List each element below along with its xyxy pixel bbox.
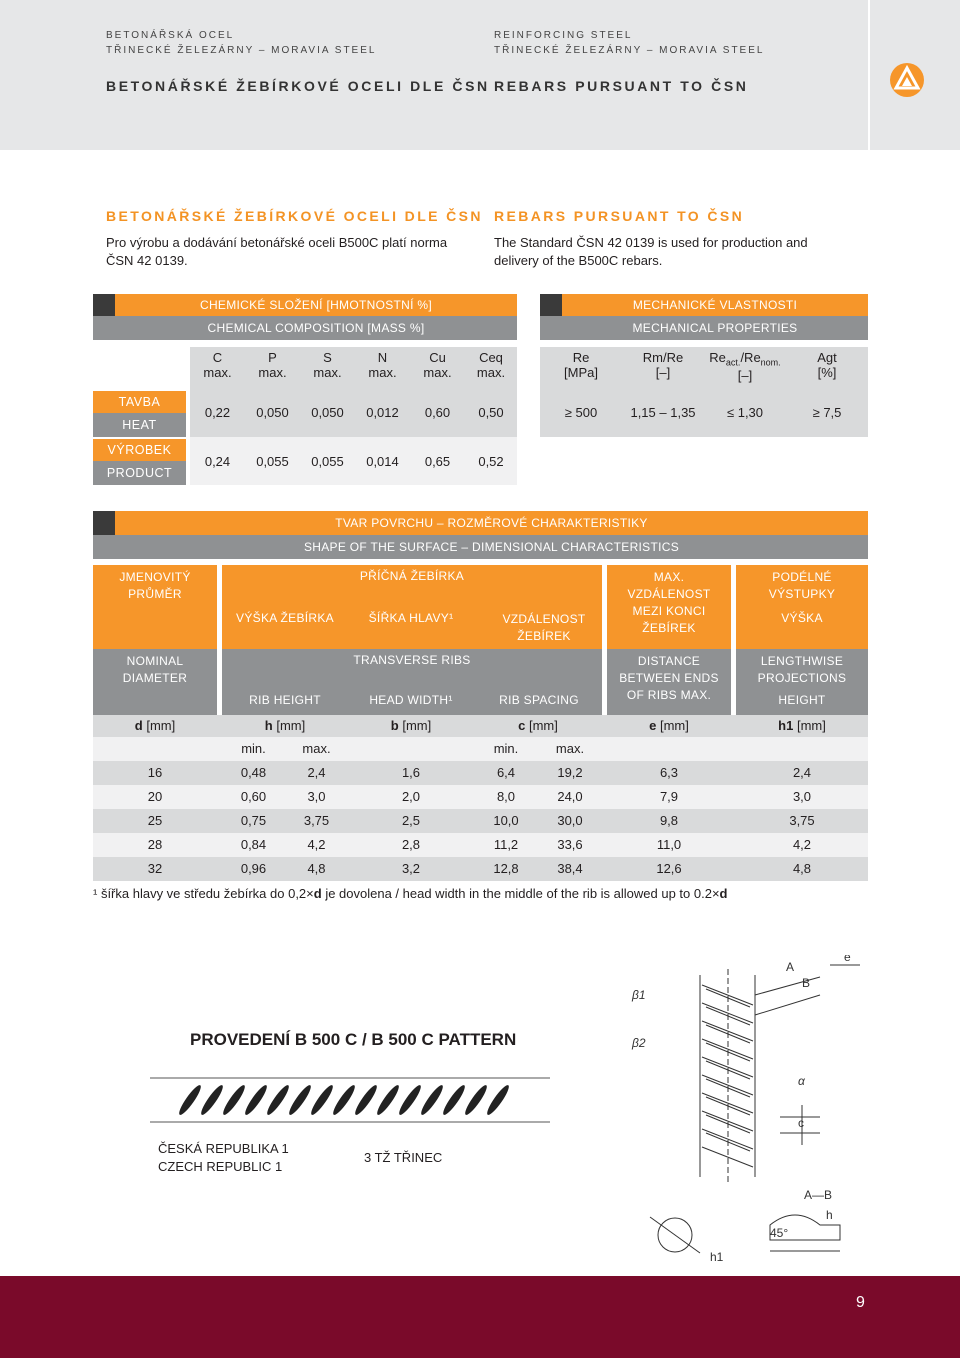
company-logo-icon (889, 62, 925, 98)
table-cell: 4,8 (307, 861, 326, 876)
mech-cell: ≥ 7,5 (812, 405, 842, 420)
chem-cell: 0,050 (311, 405, 344, 420)
table-cell: 19,2 (557, 765, 583, 780)
chem-col-label: Cu (429, 350, 446, 365)
c-min: min. (493, 741, 519, 756)
chem-cell: 0,012 (366, 405, 399, 420)
chem-cell: 0,24 (204, 454, 231, 469)
table-cell: 3,0 (307, 789, 326, 804)
mech-col-unit: [–] (737, 367, 753, 383)
table-cell: 0,84 (240, 837, 267, 852)
table-cell: 0,48 (240, 765, 267, 780)
table-cell: 3,75 (789, 813, 815, 828)
transverse-en: TRANSVERSE RIBS (353, 653, 471, 667)
unit-h-u: [mm] (276, 718, 306, 733)
drawing-label-beta2: β2 (632, 1036, 646, 1050)
mech-col-rmre (622, 350, 704, 380)
table-cell: 20 (147, 789, 163, 804)
table-cell: 2,0 (401, 789, 421, 804)
mech-title-marker (540, 294, 562, 316)
unit-d-sym: d (134, 718, 143, 733)
row-heat-cz: TAVBA (93, 391, 186, 413)
header-band (0, 0, 960, 150)
chem-title-en: CHEMICAL COMPOSITION [MASS %] (115, 316, 517, 340)
mech-col-label: Rm/Re (642, 350, 684, 365)
c-max: max. (555, 741, 585, 756)
unit-e (607, 718, 731, 733)
head-width-cz: ŠÍŘKA HLAVY¹ (368, 611, 454, 625)
mech-col-label: Re (572, 350, 590, 365)
table-cell: 7,9 (659, 789, 679, 804)
mech-title-cz: MECHANICKÉ VLASTNOSTI (562, 294, 868, 316)
long-en-height: HEIGHT (778, 693, 826, 707)
rebar-pattern-drawing (150, 1060, 550, 1140)
h-max: max. (302, 741, 331, 756)
table-cell: 38,4 (557, 861, 583, 876)
drawing-label-ab: A—B (804, 1188, 833, 1202)
table-cell: 33,6 (557, 837, 583, 852)
unit-h1 (736, 718, 868, 733)
long-en: LENGTHWISE PROJECTIONS (757, 654, 847, 685)
intro-cz-title: BETONÁŘSKÉ ŽEBÍRKOVÉ OCELI DLE ČSN (106, 208, 483, 224)
nominal-en: NOMINAL DIAMETER (93, 649, 217, 715)
footnote-pre: ¹ šířka hlavy ve středu žebírka do 0,2× (93, 886, 314, 901)
table-cell: 6,4 (496, 765, 516, 780)
rib-height-en: RIB HEIGHT (249, 693, 321, 707)
long-cz: PODÉLNÉ VÝSTUPKY (768, 570, 836, 601)
mech-col-label: Agt (817, 350, 837, 365)
re-label: Re (709, 350, 726, 365)
table-cell: 3,75 (303, 813, 330, 828)
header-left-line2: TŘINECKÉ ŽELEZÁRNY – MORAVIA STEEL (106, 45, 377, 56)
chem-col-unit: max. (368, 365, 397, 380)
header-left-title: BETONÁŘSKÉ ŽEBÍRKOVÉ OCELI DLE ČSN (106, 78, 490, 94)
chem-cell: 0,60 (424, 405, 451, 420)
intro-en-text: The Standard ČSN 42 0139 is used for production and delivery of the B500C rebars. (494, 235, 808, 268)
unit-c-sym: c (518, 718, 526, 733)
unit-d (93, 718, 217, 733)
chem-title-cz: CHEMICKÉ SLOŽENÍ [HMOTNOSTNÍ %] (115, 294, 517, 316)
transverse-cz-block (222, 565, 602, 649)
table-cell: 2,4 (792, 765, 812, 780)
unit-b-u: [mm] (402, 718, 432, 733)
chem-col-label: S (323, 350, 332, 365)
table-cell: 0,75 (240, 813, 267, 828)
chem-cell: 0,055 (311, 454, 344, 469)
unit-e-u: [mm] (659, 718, 689, 733)
country-en: CZECH REPUBLIC 1 (158, 1159, 283, 1174)
country-label (158, 1140, 289, 1176)
chem-col-ceq (465, 350, 517, 380)
mech-title-marker-2 (540, 316, 562, 340)
unit-h (222, 718, 348, 733)
mill-label: 3 TŽ TŘINEC (364, 1150, 443, 1165)
chem-col-unit: max. (476, 365, 506, 380)
h-min: min. (241, 741, 266, 756)
mech-col-re (540, 350, 622, 380)
chem-col-p (245, 350, 300, 380)
unit-c-u: [mm] (528, 718, 558, 733)
rib-spacing-en: RIB SPACING (499, 693, 579, 707)
table-cell: 1,6 (401, 765, 421, 780)
intro-en-title: REBARS PURSUANT TO ČSN (494, 208, 745, 224)
pattern-title: PROVEDENÍ B 500 C / B 500 C PATTERN (190, 1030, 517, 1049)
chem-col-unit: max. (258, 365, 287, 380)
unit-c (474, 718, 602, 733)
table-cell: 16 (147, 765, 163, 780)
mech-cell: 1,15 – 1,35 (630, 405, 696, 420)
table-cell: 11,2 (493, 837, 519, 852)
nominal-cz: JMENOVITÝ PRŮMĚR (93, 565, 217, 649)
table-cell: 28 (147, 837, 163, 852)
chem-col-label: C (212, 350, 223, 365)
chem-cell: 0,52 (478, 454, 504, 469)
header-right-line1: REINFORCING STEEL (494, 30, 633, 41)
transverse-cz: PŘÍČNÁ ŽEBÍRKA (359, 569, 465, 583)
country-cz: ČESKÁ REPUBLIKA 1 (158, 1141, 289, 1156)
mech-col-unit: [MPa] (564, 365, 598, 380)
drawing-label-beta1: β1 (632, 988, 646, 1002)
row-product-en: PRODUCT (93, 461, 186, 485)
table-cell: 9,8 (659, 813, 679, 828)
unit-h-sym: h (264, 718, 273, 733)
long-en-block (736, 649, 868, 715)
long-cz-height: VÝŠKA (781, 611, 823, 625)
table-cell: 11,0 (656, 837, 682, 852)
unit-h1-sym: h1 (778, 718, 794, 733)
footnote (93, 886, 728, 901)
mech-cell: ≥ 500 (564, 405, 598, 420)
table-cell: 3,0 (792, 789, 812, 804)
footnote-d1: d (313, 886, 322, 901)
mech-col-label (704, 350, 786, 368)
mech-col-unit: [%] (817, 365, 837, 380)
rib-height-cz: VÝŠKA ŽEBÍRKA (236, 611, 334, 625)
table-cell: 30,0 (557, 813, 583, 828)
table-cell: 25 (147, 813, 163, 828)
re-sub-nom: nom. (760, 357, 781, 368)
table-cell: 6,3 (659, 765, 679, 780)
rib-spacing-cz: VZDÁLENOST ŽEBÍREK (502, 612, 586, 643)
table-cell: 0,96 (240, 861, 267, 876)
chem-title-marker (93, 294, 115, 316)
unit-b-sym: b (390, 718, 399, 733)
transverse-en-block (222, 649, 602, 715)
mech-col-reratio (704, 350, 786, 383)
table-cell: 12,6 (656, 861, 682, 876)
chem-col-unit: max. (423, 365, 452, 380)
unit-e-sym: e (649, 718, 657, 733)
chem-cell: 0,050 (256, 405, 289, 420)
row-heat-en: HEAT (93, 413, 186, 437)
dim-title-cz: TVAR POVRCHU – ROZMĚROVÉ CHARAKTERISTIKY (115, 511, 868, 535)
table-cell: 4,2 (792, 837, 812, 852)
table-cell: 2,8 (401, 837, 421, 852)
mech-cell: ≤ 1,30 (726, 405, 764, 420)
row-product-cz: VÝROBEK (93, 439, 186, 461)
dim-title-en: SHAPE OF THE SURFACE – DIMENSIONAL CHARACTERISTICS (115, 535, 868, 559)
chem-cell: 0,014 (366, 454, 399, 469)
mech-col-agt (786, 350, 868, 380)
drawing-label-b: B (802, 976, 811, 990)
drawing-label-alpha: α (798, 1074, 805, 1088)
table-cell: 24,0 (557, 789, 583, 804)
unit-h1-u: [mm] (796, 718, 826, 733)
footnote-mid: je dovolena / head width in the middle of the rib is allowed up to 0.2× (321, 886, 720, 901)
chem-col-label: N (377, 350, 388, 365)
dim-title-marker (93, 511, 115, 535)
chem-col-n (355, 350, 410, 380)
table-cell: 8,0 (496, 789, 516, 804)
drawing-label-a: A (786, 960, 795, 974)
header-left-line1: BETONÁŘSKÁ OCEL (106, 30, 235, 41)
chem-col-label: P (268, 350, 277, 365)
chem-col-unit: max. (203, 365, 232, 380)
table-cell: 4,2 (307, 837, 326, 852)
mech-title-en: MECHANICAL PROPERTIES (562, 316, 868, 340)
table-cell: 12,8 (493, 861, 519, 876)
chem-cell: 0,65 (424, 454, 451, 469)
table-cell: 4,8 (792, 861, 812, 876)
chem-col-label: Ceq (479, 350, 503, 365)
header-right-line2: TŘINECKÉ ŽELEZÁRNY – MORAVIA STEEL (494, 45, 765, 56)
unit-d-u: [mm] (146, 718, 176, 733)
rebar-technical-drawing (620, 955, 870, 1270)
chem-cell: 0,50 (478, 405, 504, 420)
drawing-label-h1: h1 (710, 1250, 724, 1264)
footnote-d2: d (719, 886, 728, 901)
chem-cell: 0,055 (256, 454, 289, 469)
intro-cz-text: Pro výrobu a dodávání betonářské oceli B500C platí norma ČSN 42 0139. (106, 235, 448, 268)
chem-col-unit: max. (313, 365, 342, 380)
header-right-title: REBARS PURSUANT TO ČSN (494, 78, 749, 94)
page-number: 9 (856, 1294, 865, 1311)
chem-col-cu (410, 350, 465, 380)
drawing-label-c: c (798, 1116, 804, 1130)
chem-col-c (190, 350, 245, 380)
chem-title-marker-2 (93, 316, 115, 340)
drawing-label-45: 45° (770, 1226, 789, 1240)
long-cz-block (736, 565, 868, 649)
dim-title-marker-2 (93, 535, 115, 559)
max-dist-en: DISTANCE BETWEEN ENDS OF RIBS MAX. (607, 649, 731, 715)
max-dist-cz: MAX. VZDÁLENOST MEZI KONCI ŽEBÍREK (607, 565, 731, 649)
chem-cell: 0,22 (204, 405, 231, 420)
footer-bar (0, 1276, 960, 1358)
table-cell: 3,2 (401, 861, 421, 876)
drawing-label-h: h (826, 1208, 833, 1222)
table-cell: 0,60 (240, 789, 267, 804)
head-width-en: HEAD WIDTH¹ (369, 693, 453, 707)
chem-col-s (300, 350, 355, 380)
header-divider (868, 0, 870, 150)
unit-b (348, 718, 474, 733)
re-sub-act: act. (725, 357, 741, 368)
table-cell: 10,0 (493, 813, 519, 828)
re-mid: /Re (740, 350, 761, 365)
drawing-label-e: e (844, 955, 851, 964)
table-cell: 2,5 (401, 813, 421, 828)
table-cell: 32 (147, 861, 163, 876)
mech-col-unit: [–] (655, 365, 671, 380)
table-cell: 2,4 (307, 765, 326, 780)
